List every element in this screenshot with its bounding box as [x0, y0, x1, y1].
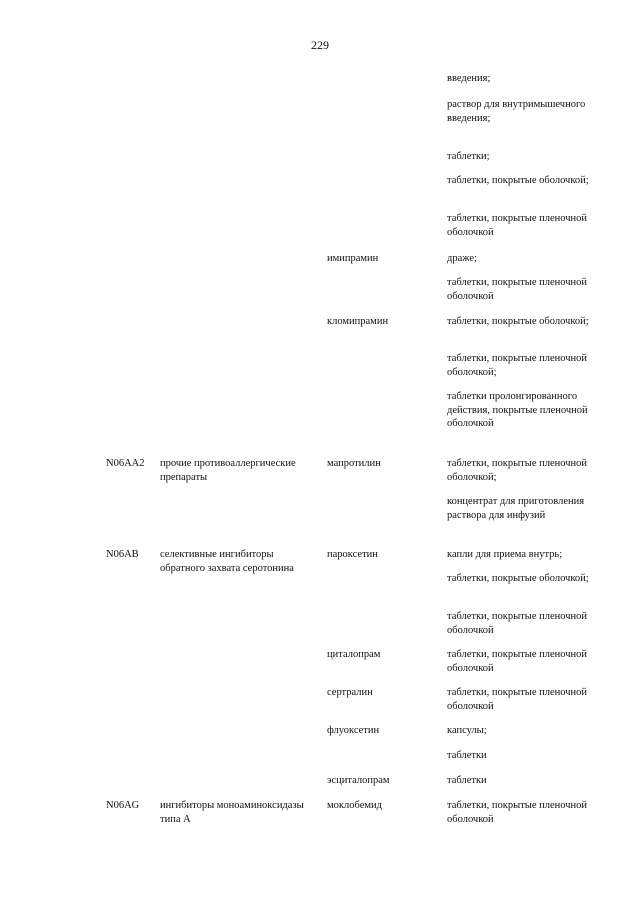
dosage-form: таблетки, покрытые пленочной оболочкой	[447, 213, 588, 238]
drug-name: циталопрам	[327, 649, 381, 660]
dosage-form: таблетки	[447, 750, 487, 761]
dosage-form: капсулы;	[447, 725, 487, 736]
drug-name: флуоксетин	[327, 725, 380, 736]
dosage-form: таблетки, покрытые оболочкой;	[447, 316, 589, 327]
dosage-form: таблетки, покрытые оболочкой;	[447, 175, 589, 186]
drug-name: сертралин	[327, 687, 373, 698]
atc-code: N06AA2	[106, 458, 145, 469]
dosage-form: таблетки, покрытые пленочной оболочкой	[447, 611, 588, 636]
drug-name: эсциталопрам	[327, 775, 390, 786]
atc-code: N06AG	[106, 800, 140, 811]
page-number: 229	[311, 38, 329, 52]
dosage-form: раствор для внутримышечного введения;	[447, 99, 586, 124]
dosage-form: таблетки, покрытые пленочной оболочкой;	[447, 353, 588, 378]
drug-group: селективные ингибиторы обратного захвата серотонина	[160, 549, 294, 574]
drug-group: ингибиторы моноаминоксидазы типа А	[160, 800, 304, 825]
drug-name: имипрамин	[327, 253, 379, 264]
dosage-form: концентрат для приготовления раствора для инфузий	[447, 496, 585, 521]
dosage-form: таблетки, покрытые пленочной оболочкой	[447, 800, 588, 825]
dosage-form: таблетки, покрытые пленочной оболочкой	[447, 277, 588, 302]
drug-name: пароксетин	[327, 549, 378, 560]
drug-name: кломипрамин	[327, 316, 389, 327]
dosage-form: таблетки, покрытые пленочной оболочкой	[447, 687, 588, 712]
drug-name: моклобемид	[327, 800, 382, 811]
dosage-form: таблетки, покрытые пленочной оболочкой;	[447, 458, 588, 483]
dosage-form: капли для приема внутрь;	[447, 549, 563, 560]
dosage-form: введения;	[447, 73, 491, 84]
dosage-form: таблетки	[447, 775, 487, 786]
dosage-form: таблетки;	[447, 151, 490, 162]
dosage-form: таблетки, покрытые пленочной оболочкой	[447, 649, 588, 674]
dosage-form: таблетки, покрытые оболочкой;	[447, 573, 589, 584]
atc-code: N06AB	[106, 549, 139, 560]
drug-group: прочие противоаллергические препараты	[160, 458, 296, 483]
drug-name: мапротилин	[327, 458, 381, 469]
dosage-form: таблетки пролонгированного действия, покрытые пленочной оболочкой	[447, 391, 588, 429]
dosage-form: драже;	[447, 253, 477, 264]
